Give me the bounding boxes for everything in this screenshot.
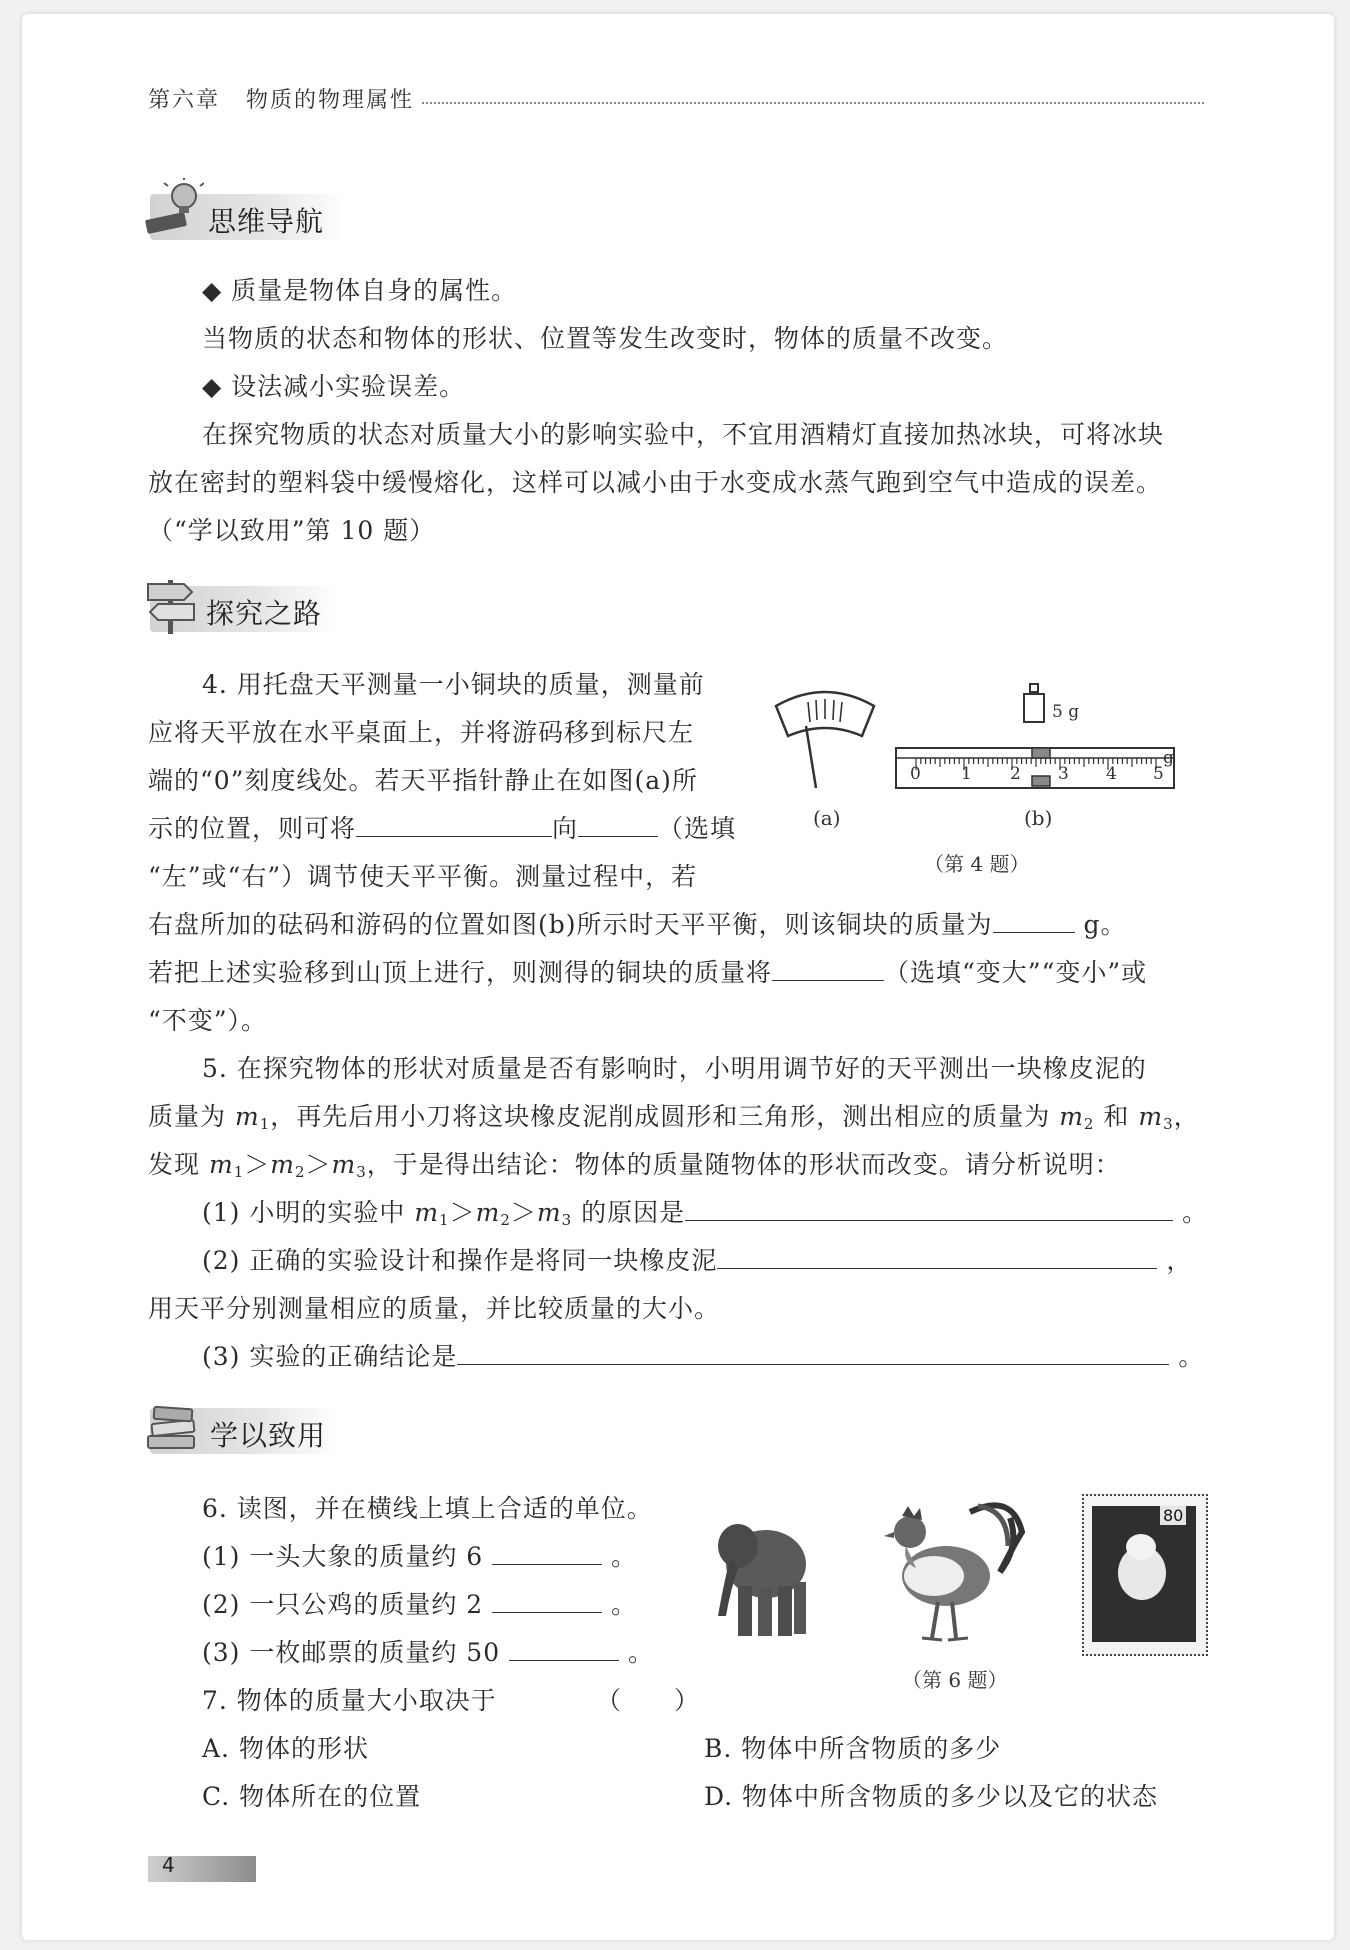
scale-tick-2: 2 <box>1010 764 1021 784</box>
q4-line-6: 右盘所加的砝码和游码的位置如图(b)所示时天平平衡，则该铜块的质量为 g。 <box>148 910 1127 939</box>
section-title-tanjiu: 探究之路 <box>206 597 323 630</box>
stamp-image <box>1082 1494 1208 1656</box>
q5-blank-3[interactable] <box>457 1342 1169 1365</box>
siwei-text-2a: 在探究物质的状态对质量大小的影响实验中，不宜用酒精灯直接加热冰块，可将冰块 <box>202 420 1165 449</box>
q7-option-d[interactable]: D. 物体中所含物质的多少以及它的状态 <box>704 1782 1159 1811</box>
q7-line-1: 7. 物体的质量大小取决于 <box>202 1686 497 1715</box>
scale-tick-4: 4 <box>1106 764 1117 784</box>
q5-sub-2: (2) 正确的实验设计和操作是将同一块橡皮泥 ， <box>202 1246 1193 1275</box>
q6-blank-2[interactable] <box>492 1590 602 1613</box>
scale-tick-1: 1 <box>961 764 972 784</box>
siwei-point-1: ◆ 质量是物体自身的属性。 <box>202 276 518 305</box>
q7-option-b[interactable]: B. 物体中所含物质的多少 <box>704 1734 1002 1763</box>
q6-blank-1[interactable] <box>492 1542 602 1565</box>
q6-line-1: 6. 读图，并在横线上填上合适的单位。 <box>202 1494 653 1523</box>
scale-tick-3: 3 <box>1058 764 1069 784</box>
q4-figure-caption: （第 4 题） <box>924 852 1030 876</box>
stamp-value: 80 <box>1160 1506 1186 1525</box>
elephant-image <box>708 1512 812 1640</box>
fig-a-label: (a) <box>813 806 841 830</box>
section-title-xueyi: 学以致用 <box>210 1419 327 1452</box>
siwei-text-2c: （“学以致用”第 10 题） <box>148 516 436 545</box>
chapter-label: 第六章 <box>148 88 221 113</box>
q5-sub-1: (1) 小明的实验中 $m_1>m_2>m_3$ 的原因是 。 <box>202 1198 1209 1229</box>
q5-line-2: 质量为 $m_1$，再先后用小刀将这块橡皮泥削成圆形和三角形，测出相应的质量为 $m_2$ 和 $m_3$， <box>148 1102 1200 1133</box>
header-divider <box>422 102 1204 104</box>
q4-line-5: “左”或“右”）调节使天平平衡。测量过程中，若 <box>148 862 698 891</box>
books-icon <box>144 1400 200 1456</box>
q6-sub-1: (1) 一头大象的质量约 6 。 <box>202 1542 638 1571</box>
siwei-point-2: ◆ 设法减小实验误差。 <box>202 372 466 401</box>
siwei-text-2b: 放在密封的塑料袋中缓慢熔化，这样可以减小由于水变成水蒸气跑到空气中造成的误差。 <box>148 468 1163 497</box>
rider-scale-figure <box>894 744 1178 792</box>
q4-line-7: 若把上述实验移到山顶上进行，则测得的铜块的质量将 （选填“变大”“变小”或 <box>148 958 1148 987</box>
q5-sub-2-cont: 用天平分别测量相应的质量，并比较质量的大小。 <box>148 1294 721 1323</box>
q4-blank-4[interactable] <box>772 958 884 981</box>
rooster-image <box>882 1492 1026 1652</box>
q5-sub-3: (3) 实验的正确结论是 。 <box>202 1342 1205 1371</box>
q4-blank-1[interactable] <box>356 814 552 837</box>
q7-option-a[interactable]: A. 物体的形状 <box>202 1734 369 1763</box>
q6-blank-3[interactable] <box>509 1638 619 1661</box>
balance-dial-figure <box>770 684 880 796</box>
q4-line-1: 4. 用托盘天平测量一小铜块的质量，测量前 <box>202 670 705 699</box>
section-title-siwei: 思维导航 <box>208 205 325 238</box>
q4-line-3: 端的“0”刻度线处。若天平指针静止在如图(a)所 <box>148 766 698 795</box>
scale-tick-0: 0 <box>910 764 921 784</box>
q4-blank-3[interactable] <box>993 910 1075 933</box>
siwei-text-1: 当物质的状态和物体的形状、位置等发生改变时，物体的质量不改变。 <box>202 324 1009 353</box>
panda-head <box>1126 1534 1156 1560</box>
q4-blank-2[interactable] <box>578 814 658 837</box>
scale-tick-5: 5 <box>1153 764 1164 784</box>
weight-label: 5 g <box>1052 702 1080 722</box>
q5-blank-1[interactable] <box>685 1198 1173 1221</box>
stamp-picture <box>1092 1506 1196 1642</box>
fig-b-label: (b) <box>1024 806 1053 830</box>
chapter-title: 物质的物理属性 <box>246 88 415 113</box>
q5-line-3: 发现 $m_1>m_2>m_3$，于是得出结论：物体的质量随物体的形状而改变。请分析说明： <box>148 1150 1121 1181</box>
q5-blank-2[interactable] <box>717 1246 1157 1269</box>
q6-figure-caption: （第 6 题） <box>902 1668 1008 1692</box>
q6-sub-3: (3) 一枚邮票的质量约 50 。 <box>202 1638 655 1667</box>
page-number: 4 <box>162 1853 175 1877</box>
scale-unit: g <box>1163 748 1174 768</box>
q6-sub-2: (2) 一只公鸡的质量约 2 。 <box>202 1590 638 1619</box>
q4-line-2: 应将天平放在水平桌面上，并将游码移到标尺左 <box>148 718 695 747</box>
weight-icon <box>1022 682 1048 726</box>
signpost-icon <box>144 574 200 636</box>
q4-line-4: 示的位置，则可将 向 （选填 <box>148 814 737 843</box>
q7-option-c[interactable]: C. 物体所在的位置 <box>202 1782 422 1811</box>
q5-line-1: 5. 在探究物体的形状对质量是否有影响时，小明用调节好的天平测出一块橡皮泥的 <box>202 1054 1147 1083</box>
q7-answer-parens[interactable]: （ ） <box>596 1686 701 1715</box>
lightbulb-book-icon <box>142 178 204 238</box>
q4-line-8: “不变”）。 <box>148 1006 268 1035</box>
